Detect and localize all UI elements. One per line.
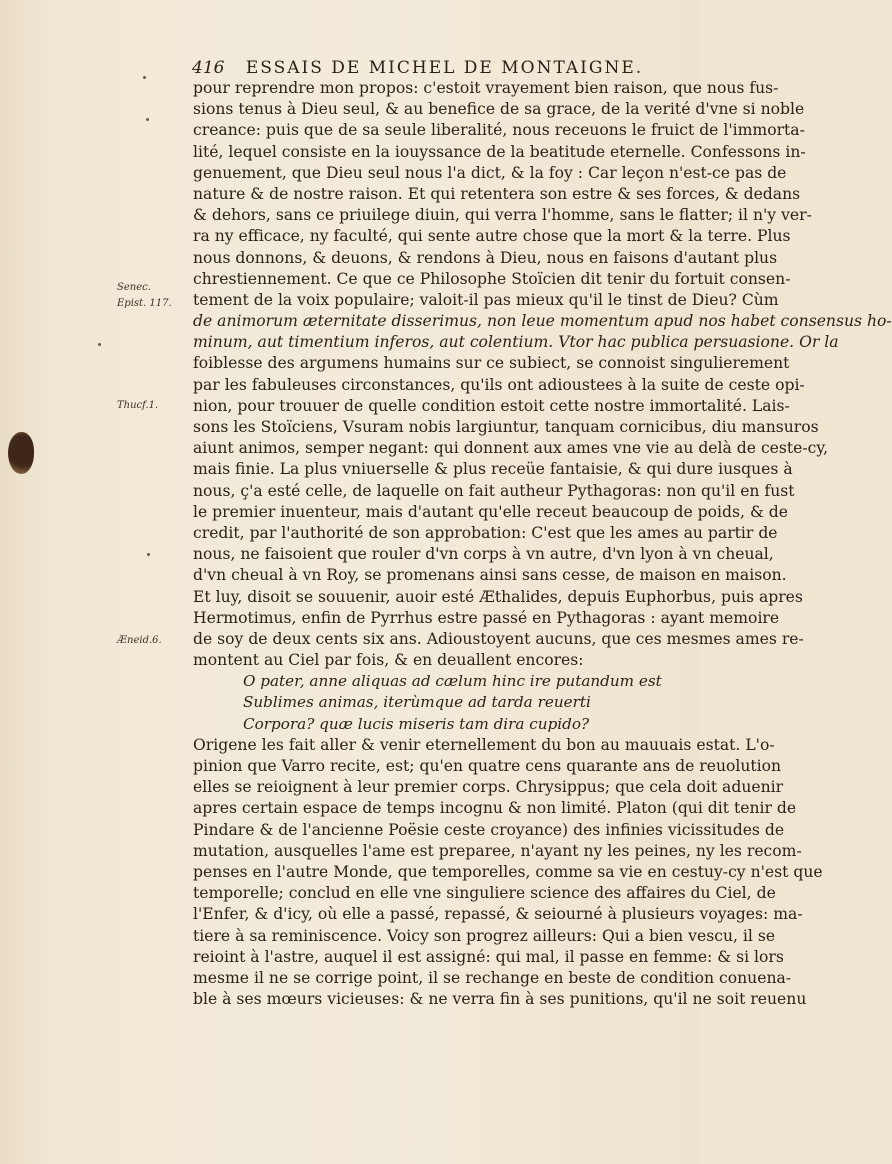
ink-speck bbox=[98, 343, 101, 346]
text-line: ble à ses mœurs vicieuses: & ne verra fin à ses punitions, qu'il ne soit reuenu bbox=[193, 990, 807, 1009]
text-line: apres certain espace de temps incognu & non limité. Platon (qui dit tenir de bbox=[193, 799, 797, 818]
margin-note-epistle: Epist. 117. bbox=[117, 298, 172, 309]
ink-speck bbox=[146, 118, 149, 121]
verse-line: Corpora? quæ lucis miseris tam dira cupido? bbox=[243, 714, 590, 733]
book-title: ESSAIS DE MICHEL DE MONTAIGNE. bbox=[245, 58, 644, 78]
text-line: pour reprendre mon propos: c'estoit vrayement bien raison, que nous fus- bbox=[193, 79, 779, 97]
ink-speck bbox=[143, 76, 146, 79]
page-number: 416 bbox=[192, 58, 225, 78]
text-line: nous, ç'a esté celle, de laquelle on fait autheur Pythagoras: non qu'il en fust bbox=[193, 481, 795, 500]
text-line: Hermotimus, enfin de Pyrrhus estre passé en Pythagoras : ayant memoire bbox=[193, 608, 780, 627]
latin-line: de animorum æternitate disserimus, non leue momentum apud nos habet consensus ho- bbox=[193, 312, 892, 331]
text-line: pinion que Varro recite, est; qu'en quatre cens quarante ans de reuolution bbox=[193, 757, 782, 775]
text-line: mesme il ne se corrige point, il se rechange en beste de condition conuena- bbox=[193, 968, 792, 987]
text-line: ra ny efficace, ny faculté, qui sente autre chose que la mort & la terre. Plus bbox=[193, 227, 791, 246]
text-line: foiblesse des argumens humains sur ce subiect, se connoist singulierement bbox=[193, 354, 790, 373]
text-line: reioint à l'astre, auquel il est assigné: qui mal, il passe en femme: & si lors bbox=[193, 947, 784, 966]
text-line: de soy de deux cents six ans. Adioustoyent aucuns, que ces mesmes ames re- bbox=[193, 629, 804, 648]
text-line: Origene les fait aller & venir eternellement du bon au mauuais estat. L'o- bbox=[193, 735, 775, 754]
text-line: creance: puis que de sa seule liberalité, nous receuons le fruict de l'immorta- bbox=[193, 121, 805, 140]
text-line: temporelle; conclud en elle vne singuliere science des affaires du Ciel, de bbox=[193, 884, 776, 903]
running-head bbox=[192, 58, 662, 78]
body-text bbox=[193, 78, 892, 1010]
text-line: penses en l'autre Monde, que temporelles, comme sa vie en cestuy-cy n'est que bbox=[193, 862, 823, 881]
text-line: nature & de nostre raison. Et qui retentera son estre & ses forces, & dedans bbox=[193, 184, 801, 203]
text-line: genuement, que Dieu seul nous l'a dict, & la foy : Car leçon n'est-ce pas de bbox=[193, 163, 787, 182]
text-line: d'vn cheual à vn Roy, se promenans ainsi sans cesse, de maison en maison. bbox=[193, 566, 787, 585]
verse-line: Sublimes animas, iterùmque ad tarda reuerti bbox=[243, 693, 591, 712]
text-line: nion, pour trouuer de quelle condition estoit cette nostre immortalité. Lais- bbox=[193, 396, 790, 415]
text-line: Et luy, disoit se souuenir, auoir esté Æthalides, depuis Euphorbus, puis apres bbox=[193, 587, 803, 606]
text-line: montent au Ciel par fois, & en deuallent encores: bbox=[193, 651, 584, 670]
text-line: nous, ne faisoient que rouler d'vn corps à vn autre, d'vn lyon à vn cheual, bbox=[193, 545, 774, 564]
text-line: nous donnons, & deuons, & rendons à Dieu, nous en faisons d'autant plus bbox=[193, 248, 778, 267]
text-line: l'Enfer, & d'icy, où elle a passé, repassé, & seiourné à plusieurs voyages: ma- bbox=[193, 905, 803, 924]
latin-line: minum, aut timentium inferos, aut colentium. Vtor hac publica persuasione. Or la bbox=[193, 333, 839, 352]
text-line: lité, lequel consiste en la iouyssance de la beatitude eternelle. Confessons in- bbox=[193, 142, 806, 161]
text-line: mutation, ausquelles l'ame est preparee, n'ayant ny les peines, ny les recom- bbox=[193, 841, 802, 860]
text-line: tement de la voix populaire; valoit-il pas mieux qu'il le tinst de Dieu? Cùm bbox=[193, 290, 779, 309]
text-line: tiere à sa reminiscence. Voicy son progrez ailleurs: Qui a bien vescu, il se bbox=[193, 926, 776, 945]
text-line: credit, par l'authorité de son approbation: C'est que les ames au partir de bbox=[193, 523, 778, 542]
ink-blot bbox=[8, 432, 34, 474]
text-line: elles se reioignent à leur premier corps. Chrysippus; que cela doit aduenir bbox=[193, 778, 784, 797]
text-line: sons les Stoïciens, Vsuram nobis largiuntur, tanquam cornicibus, diu mansuros bbox=[193, 418, 819, 436]
margin-note-aeneid: Æneid.6. bbox=[117, 635, 162, 646]
verse-line: O pater, anne aliquas ad cælum hinc ire putandum est bbox=[243, 672, 662, 691]
text-line: Pindare & de l'ancienne Poësie ceste croyance) des infinies vicissitudes de bbox=[193, 820, 785, 839]
text-line: chrestiennement. Ce que ce Philosophe Stoïcien dit tenir du fortuit consen- bbox=[193, 269, 791, 288]
text-line: & dehors, sans ce priuilege diuin, qui verra l'homme, sans le flatter; il n'y ver- bbox=[193, 206, 812, 225]
text-line: par les fabuleuses circonstances, qu'ils ont adioustees à la suite de ceste opi- bbox=[193, 375, 805, 394]
text-line: le premier inuenteur, mais d'autant qu'elle receut beaucoup de poids, & de bbox=[193, 502, 788, 521]
text-line: sions tenus à Dieu seul, & au benefice de sa grace, de la verité d'vne si noble bbox=[193, 100, 805, 119]
text-line: mais finie. La plus vniuerselle & plus receüe fantaisie, & qui dure iusques à bbox=[193, 460, 793, 479]
ink-speck bbox=[147, 553, 150, 556]
margin-note-seneca: Senec. bbox=[117, 282, 151, 293]
margin-note-thucydides: Thucf.1. bbox=[117, 400, 159, 411]
text-line: aiunt animos, semper negant: qui donnent aux ames vne vie au delà de ceste-cy, bbox=[193, 439, 829, 458]
